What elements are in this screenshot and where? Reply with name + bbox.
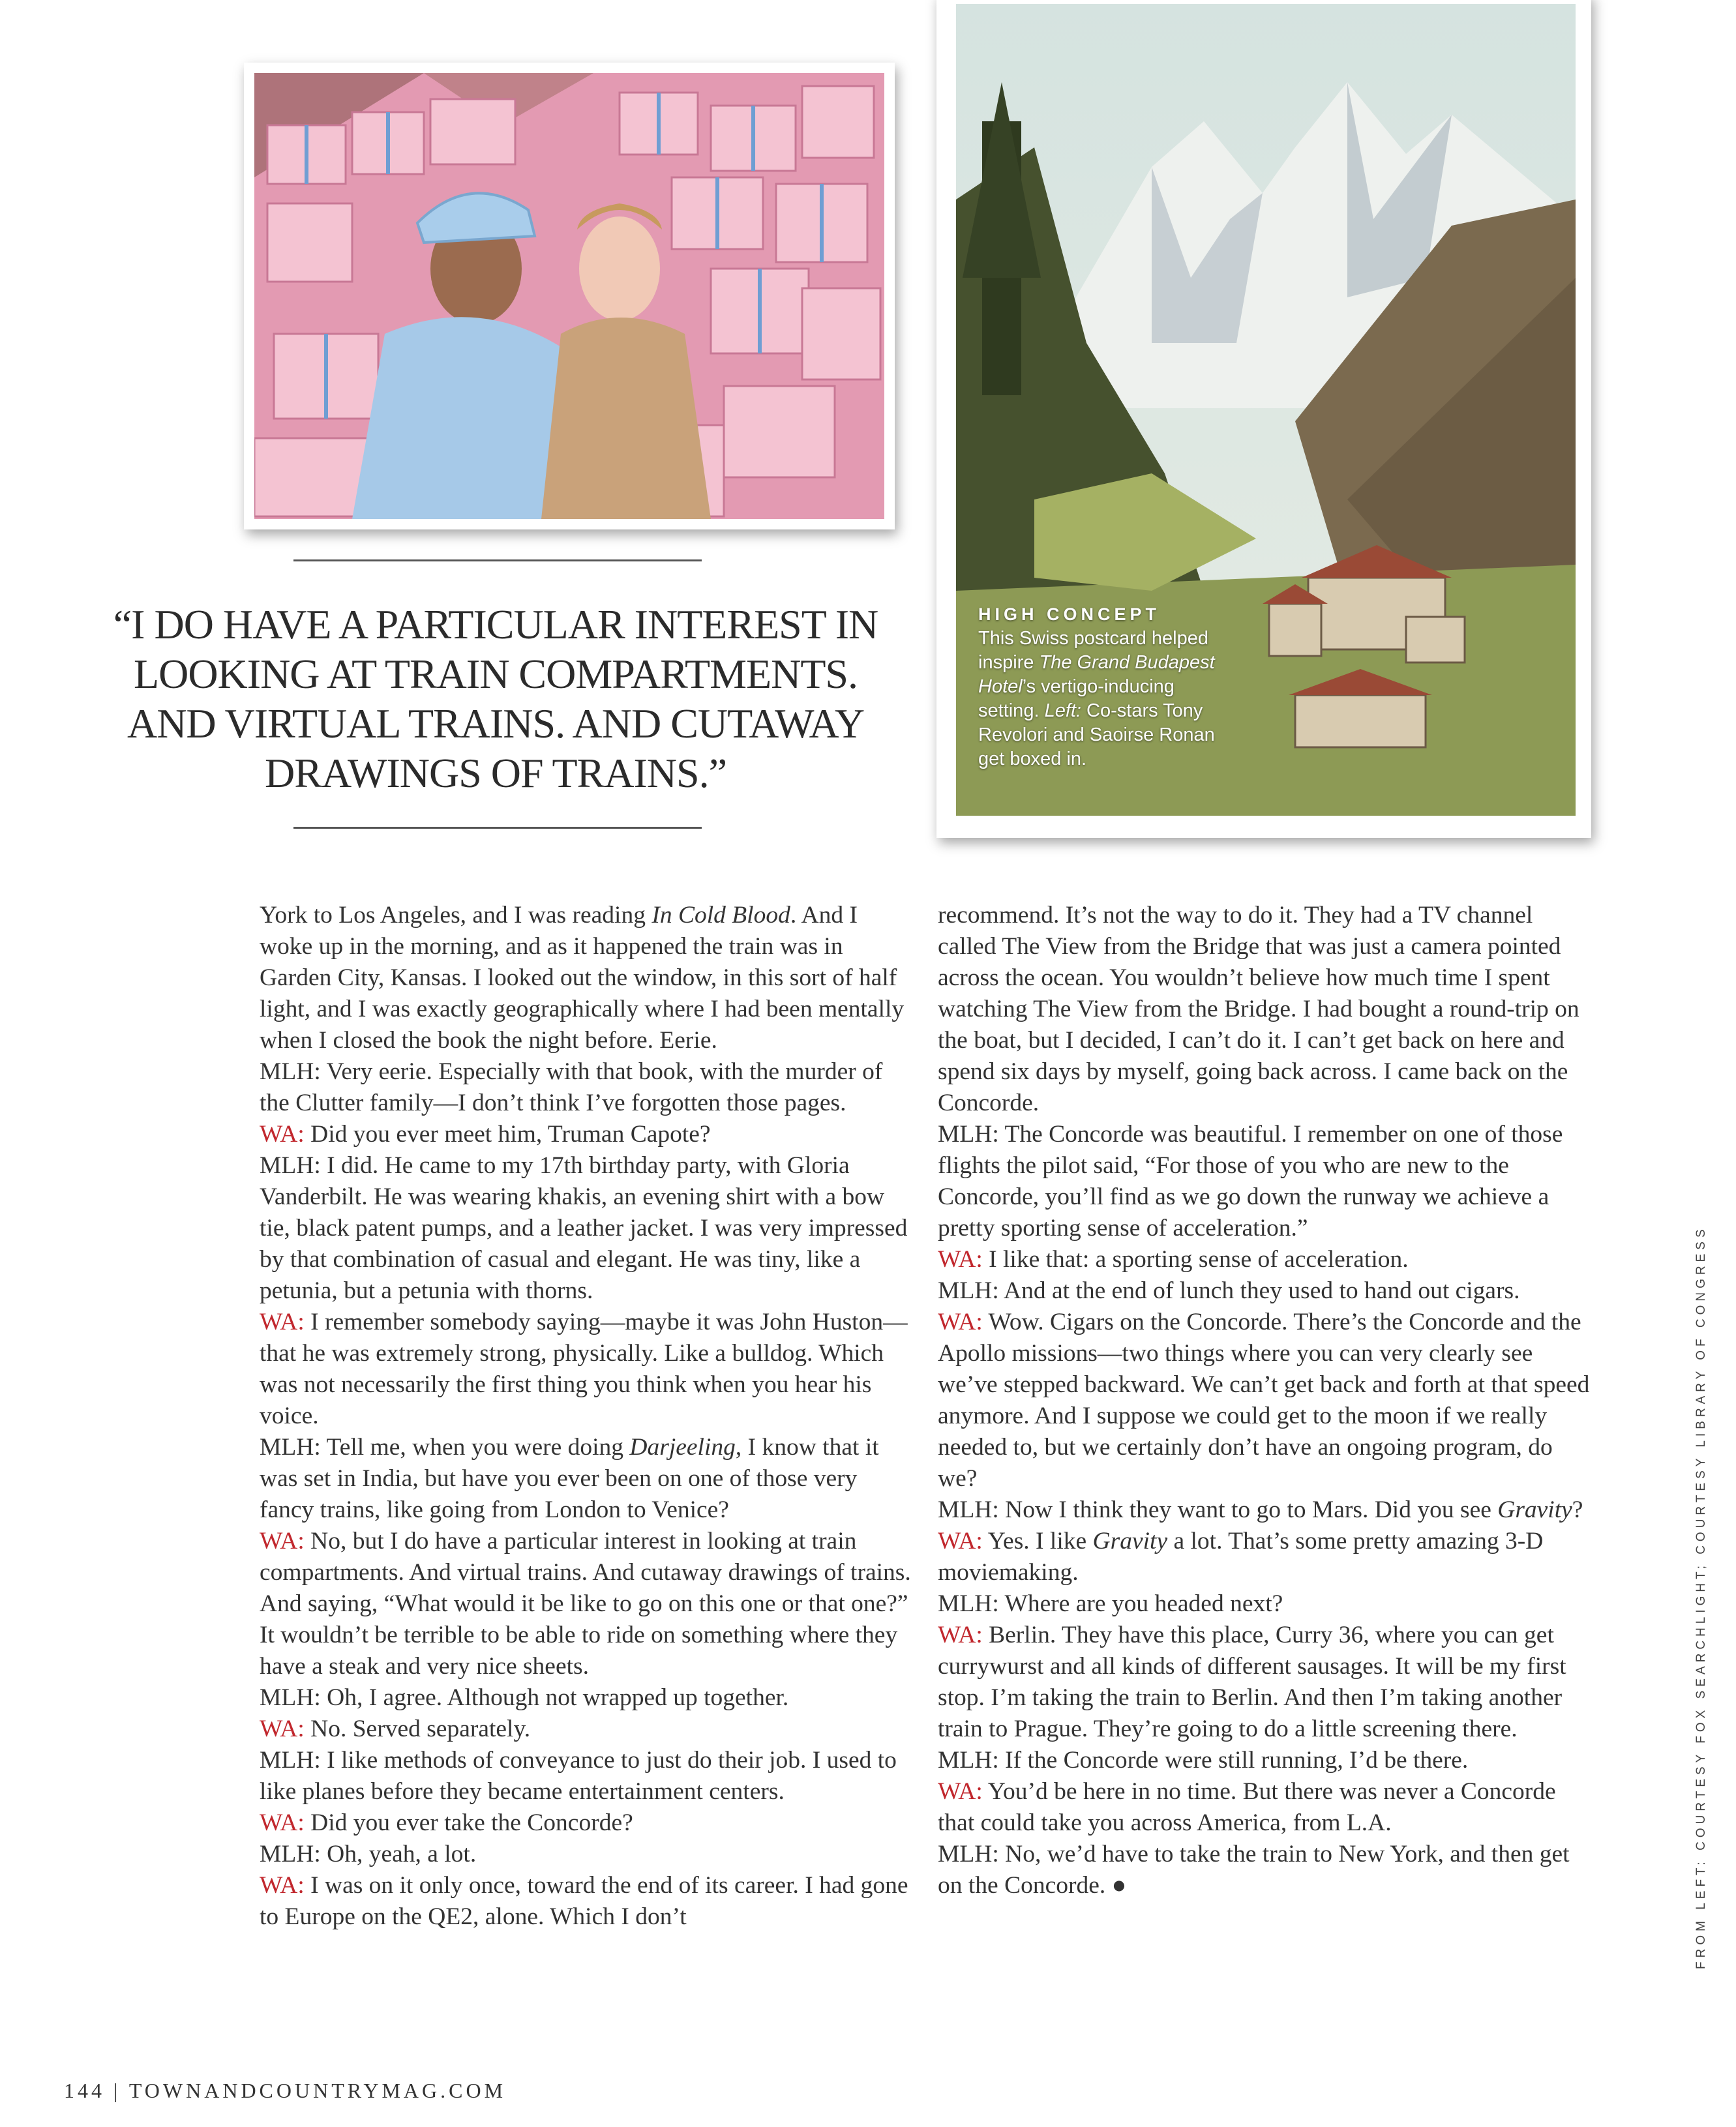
paragraph-text: Did you ever take the Concorde? xyxy=(304,1809,633,1836)
paragraph-text: If the Concorde were still running, I’d be there. xyxy=(998,1747,1469,1774)
paragraph-text: I remember somebody saying—maybe it was John Huston—that he was extremely strong, physically. Like a bulldog. Which was not necessarily the first thing you think when you hear his voice. xyxy=(260,1309,908,1429)
italic-title: Gravity xyxy=(1497,1496,1572,1523)
interview-paragraph xyxy=(260,1870,912,1933)
speaker-label-mlh: MLH: xyxy=(938,1121,999,1148)
paragraph-text: I was on it only once, toward the end of its career. I had gone to Europe on the QE2, alone. Which I don’t xyxy=(260,1872,908,1930)
interview-paragraph xyxy=(938,1776,1590,1839)
paragraph-text: Oh, yeah, a lot. xyxy=(320,1841,477,1867)
speaker-label-wa: WA: xyxy=(938,1528,983,1554)
speaker-label-mlh: MLH: xyxy=(260,1684,321,1711)
speaker-label-wa: WA: xyxy=(938,1778,983,1805)
speaker-label-mlh: MLH: xyxy=(260,1747,321,1774)
speaker-label-wa: WA: xyxy=(260,1716,305,1742)
paragraph-text: No, we’d have to take the train to New York, and then get on the Concorde. ● xyxy=(938,1841,1570,1899)
paragraph-text: I like that: a sporting sense of acceleration. xyxy=(982,1246,1409,1273)
interview-paragraph xyxy=(938,1588,1590,1620)
paragraph-text: Did you ever meet him, Truman Capote? xyxy=(304,1121,711,1148)
paragraph-text: I like methods of conveyance to just do their job. I used to like planes before they became entertainment centers. xyxy=(260,1747,897,1805)
caption-text-c: Co-stars Tony Revolori and Saoirse Ronan get boxed in. xyxy=(978,700,1215,769)
caption-text-b: ’s vertigo-inducing setting. xyxy=(978,676,1175,721)
interview-paragraph xyxy=(938,1839,1590,1901)
page-number: 144 xyxy=(64,2079,105,2102)
paragraph-text: Wow. Cigars on the Concorde. There’s the Concorde and the Apollo missions—two things where you can very clearly see we’ve stepped backward. We can’t get back and forth at that speed anymore. And I suppose we could get to the moon if we really needed to, but we certainly don’t have an ongoing program, do we? xyxy=(938,1309,1590,1492)
interview-paragraph xyxy=(260,1745,912,1807)
paragraph-text: No, but I do have a particular interest in looking at train compartments. And virtual trains. And cutaway drawings of trains. And saying, “What would it be like to go on this one or that one?” It wouldn’t be terrible to be able to ride on something where they have a steak and very nice sheets. xyxy=(260,1528,911,1680)
speaker-label-mlh: MLH: xyxy=(260,1152,321,1179)
caption-kicker: HIGH CONCEPT xyxy=(978,604,1161,624)
film-still-illustration xyxy=(254,73,884,519)
speaker-label-wa: WA: xyxy=(938,1622,983,1648)
speaker-label-mlh: MLH: xyxy=(260,1434,321,1461)
interview-paragraph xyxy=(260,1807,912,1839)
paragraph-text: recommend. It’s not the way to do it. They had a TV channel called The View from the Bridge that was just a camera pointed across the ocean. You wouldn’t believe how much time I spent watching The View from the Bridge. I had bought a round-trip on the boat, but I decided, I can’t do it. I can’t get back on here and spend six days by myself, going back across. I came back on the Concorde. xyxy=(938,902,1579,1116)
italic-title: Gravity xyxy=(1092,1528,1168,1554)
interview-paragraph xyxy=(938,1745,1590,1776)
italic-title: In Cold Blood xyxy=(651,902,790,929)
caption-film-title: The Grand Budapest Hotel xyxy=(978,652,1215,697)
paragraph-text: a lot. That’s some pretty amazing 3-D moviemaking. xyxy=(938,1528,1544,1586)
italic-title: Darjeeling xyxy=(629,1434,736,1461)
interview-paragraph xyxy=(260,1526,912,1682)
paragraph-text: Where are you headed next? xyxy=(998,1590,1283,1617)
interview-paragraph xyxy=(260,1839,912,1870)
interview-paragraph xyxy=(260,1432,912,1526)
footer-separator: | xyxy=(113,2079,121,2102)
speaker-label-wa: WA: xyxy=(260,1809,305,1836)
film-still-photo xyxy=(244,63,895,529)
photo-caption xyxy=(978,602,1220,771)
speaker-label-wa: WA: xyxy=(260,1528,305,1554)
paragraph-text: Tell me, when you were doing xyxy=(320,1434,630,1461)
interview-paragraph xyxy=(260,1714,912,1745)
caption-text-a: This Swiss postcard helped inspire xyxy=(978,628,1208,673)
paragraph-text: ? xyxy=(1572,1496,1583,1523)
interview-paragraph xyxy=(260,1150,912,1307)
paragraph-text: . And I woke up in the morning, and as it happened the train was in Garden City, Kansas. I looked out the window, in this sort of half light, and I was exactly geographically where I had been mentally when I closed the book the night before. Eerie. xyxy=(260,902,905,1054)
paragraph-text: And at the end of lunch they used to hand out cigars. xyxy=(998,1277,1520,1304)
paragraph-text: , I know that it was set in India, but have you ever been on one of those very fancy trains, like going from London to Venice? xyxy=(260,1434,879,1523)
paragraph-text: You’d be here in no time. But there was never a Concorde that could take you across America, from L.A. xyxy=(938,1778,1556,1836)
paragraph-text: I did. He came to my 17th birthday party, with Gloria Vanderbilt. He was wearing khakis, an evening shirt with a bow tie, black patent pumps, and a leather jacket. I was very impressed by that combination of casual and elegant. He was tiny, like a petunia, but a petunia with thorns. xyxy=(260,1152,908,1304)
speaker-label-wa: WA: xyxy=(938,1246,983,1273)
page-footer xyxy=(64,2079,506,2103)
speaker-label-mlh: MLH: xyxy=(938,1496,999,1523)
interview-paragraph xyxy=(938,1244,1590,1275)
interview-paragraph xyxy=(260,1056,912,1119)
interview-paragraph xyxy=(938,1275,1590,1307)
speaker-label-mlh: MLH: xyxy=(938,1747,999,1774)
interview-paragraph xyxy=(938,900,1590,1119)
speaker-label-mlh: MLH: xyxy=(938,1277,999,1304)
caption-left-label: Left: xyxy=(1044,700,1081,721)
speaker-label-wa: WA: xyxy=(260,1121,305,1148)
speaker-label-mlh: MLH: xyxy=(260,1058,321,1085)
speaker-label-wa: WA: xyxy=(938,1309,983,1335)
pull-quote-rule-bottom xyxy=(293,827,702,829)
article-column-right xyxy=(938,900,1590,1901)
speaker-label-mlh: MLH: xyxy=(938,1590,999,1617)
interview-paragraph xyxy=(938,1620,1590,1745)
paragraph-text: Very eerie. Especially with that book, with the murder of the Clutter family—I don’t think I’ve forgotten those pages. xyxy=(260,1058,883,1116)
interview-paragraph xyxy=(260,1682,912,1714)
interview-paragraph xyxy=(938,1119,1590,1244)
interview-paragraph xyxy=(260,1307,912,1432)
speaker-label-mlh: MLH: xyxy=(938,1841,999,1867)
interview-paragraph xyxy=(938,1526,1590,1588)
pull-quote-rule-top xyxy=(293,559,702,561)
film-still-image xyxy=(254,73,884,519)
speaker-label-wa: WA: xyxy=(260,1309,305,1335)
paragraph-text: York to Los Angeles, and I was reading xyxy=(260,902,652,929)
interview-paragraph xyxy=(260,1119,912,1150)
speaker-label-mlh: MLH: xyxy=(260,1841,321,1867)
paragraph-text: No. Served separately. xyxy=(304,1716,531,1742)
paragraph-text: Oh, I agree. Although not wrapped up together. xyxy=(320,1684,789,1711)
interview-paragraph xyxy=(260,900,912,1056)
article-column-left xyxy=(260,900,912,1933)
paragraph-text: Now I think they want to go to Mars. Did you see xyxy=(998,1496,1498,1523)
interview-paragraph xyxy=(938,1307,1590,1495)
paragraph-text: The Concorde was beautiful. I remember on one of those flights the pilot said, “For those of you who are new to the Concorde, you’ll find as we go down the runway we achieve a pretty sporting sense of acceleration.” xyxy=(938,1121,1563,1242)
paragraph-text: Berlin. They have this place, Curry 36, where you can get currywurst and all kinds of different sausages. It will be my first stop. I’m taking the train to Berlin. And then I’m taking another train to Prague. They’re going to do a little screening there. xyxy=(938,1622,1566,1742)
interview-paragraph xyxy=(938,1495,1590,1526)
footer-site: TOWNANDCOUNTRYMAG.COM xyxy=(128,2079,507,2102)
paragraph-text: Yes. I like xyxy=(982,1528,1093,1554)
photo-credit: FROM LEFT: COURTESY FOX SEARCHLIGHT; COURTESY LIBRARY OF CONGRESS xyxy=(1694,1225,1708,1969)
pull-quote: “I DO HAVE A PARTICULAR INTEREST IN LOOKING AT TRAIN COMPARTMENTS. AND VIRTUAL TRAINS. AND CUTAWAY DRAWINGS OF TRAINS.” xyxy=(113,601,878,796)
speaker-label-wa: WA: xyxy=(260,1872,305,1899)
